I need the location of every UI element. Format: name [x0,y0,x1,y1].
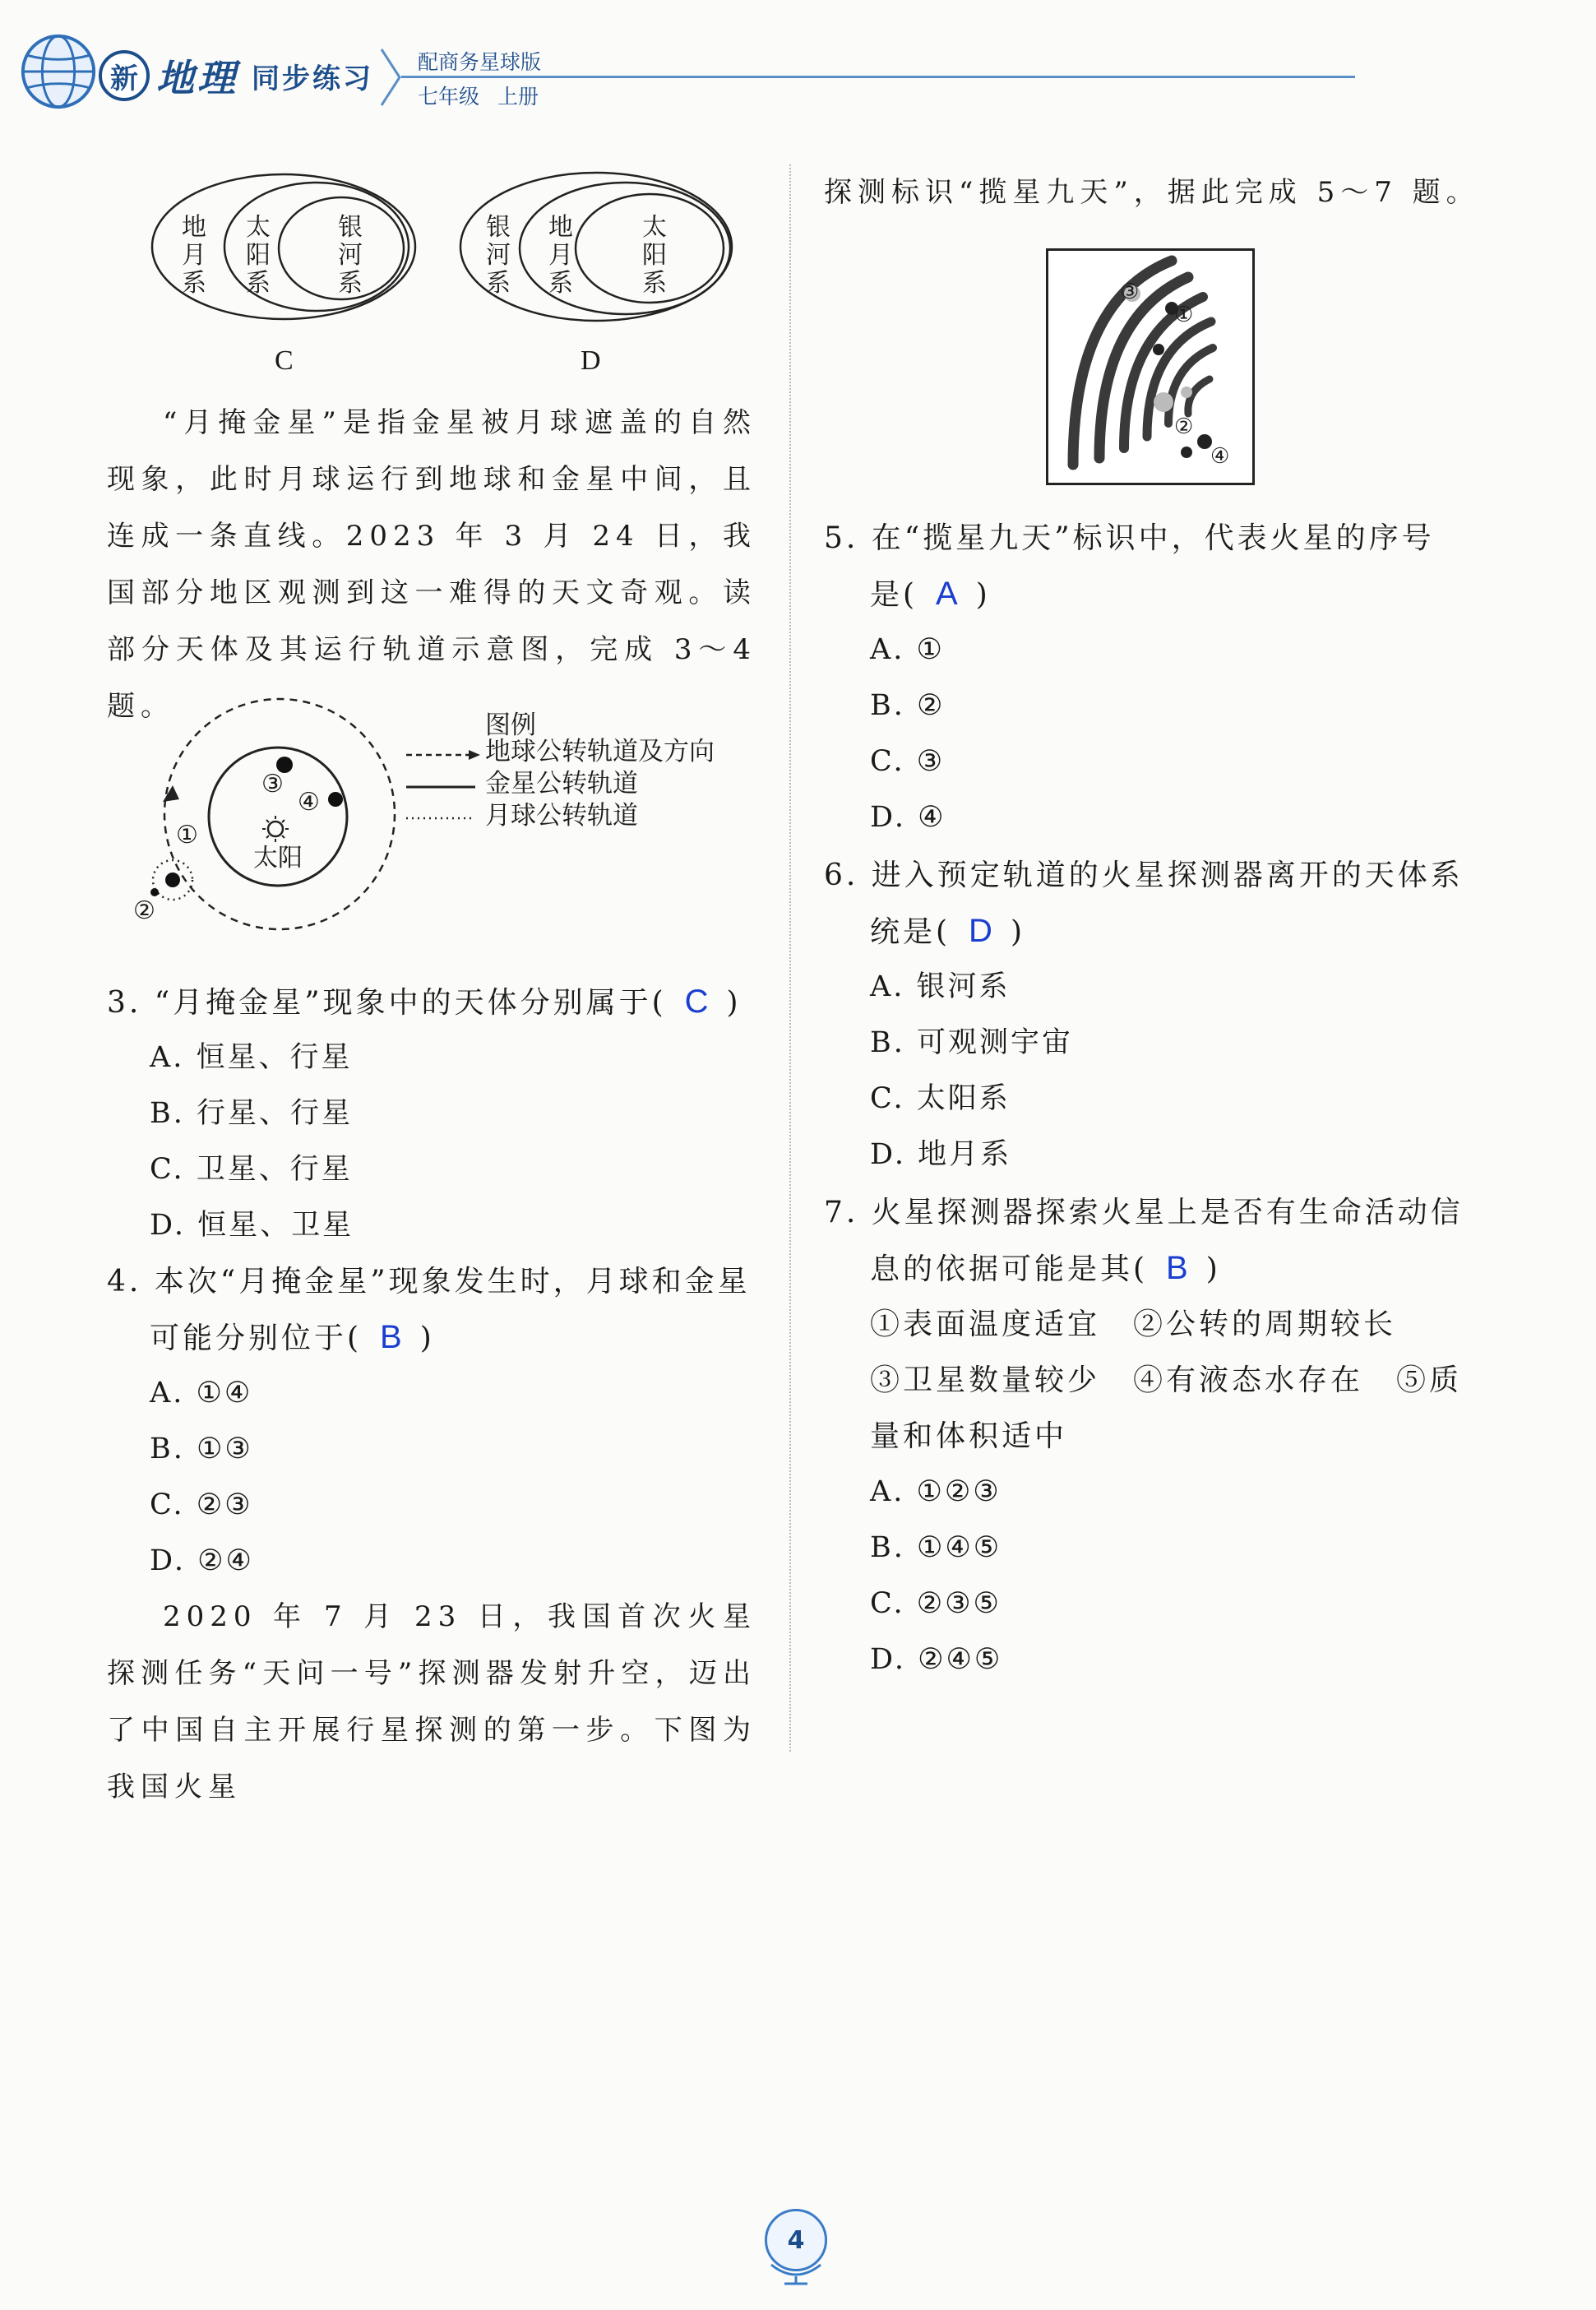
brand-sub: 同步练习 [252,62,373,95]
book-title [99,44,373,107]
orbit-marker-4: ④ [298,788,320,817]
diagram-d-caption: D [581,345,601,376]
logo-marker-2: ② [1174,414,1194,439]
question-5-stem-line1: 5. 在“揽星九天”标识中，代表火星的序号 [824,521,1435,555]
sun-label: 太阳 [253,844,303,873]
diagram-c-inner-label: 银 河 系 [338,213,363,298]
q7-items-line3: 量和体积适中 [870,1419,1068,1453]
q4-option-c: C. ②③ [150,1488,253,1521]
header-divider [401,76,1355,78]
q7-option-d: D. ②④⑤ [870,1643,1003,1676]
q7-option-b: B. ①④⑤ [870,1531,1002,1564]
question-5-stem-line2: 是( [870,578,918,612]
legend-swatches [406,742,482,824]
edition-label: 配商务星球版 [418,50,542,74]
orbit-marker-3: ③ [261,770,284,799]
diagram-d-middle-label: 地 月 系 [548,213,573,298]
diagram-d-inner-label: 太 阳 系 [642,213,667,298]
intro-paragraph-moon-venus: “月掩金星”是指金星被月球遮盖的自然现象，此时月球运行到地球和金星中间，且连成一条直线。2023 年 3 月 24 日，我国部分地区观测到这一难得的天文奇观。读部分天体及其运行轨道示意图，完成 3～4 题。 [107,406,756,723]
brand-name: 地理 [156,56,238,100]
question-3-answer: C [684,984,709,1020]
q5-option-a: A. ① [870,633,945,666]
question-6-stem-line2: 统是( [870,915,951,949]
globe-logo-icon [18,31,99,112]
question-4-stem-line2: 可能分别位于( [150,1322,363,1355]
legend-venus-orbit: 金星公转轨道 [485,769,638,799]
orbit-marker-1: ① [176,821,198,849]
page-number: 4 [765,2209,827,2271]
q3-option-c: C. 卫星、行星 [150,1153,353,1186]
header-chevron-icon [378,48,403,107]
q3-option-d: D. 恒星、卫星 [150,1209,354,1242]
question-6: 统是( D ) [870,913,1025,949]
q5-option-d: D. ④ [870,801,946,834]
question-5: 是( A ) [870,576,991,612]
question-4-answer: B [380,1319,402,1355]
question-6-stem-line1: 6. 进入预定轨道的火星探测器离开的天体系 [824,859,1464,892]
logo-marker-3: ③ [1120,280,1140,304]
diagram-c-caption: C [275,345,294,376]
q6-option-a: A. 银河系 [870,970,1011,1003]
globe-stand-icon [765,2261,827,2286]
q5-option-b: B. ② [870,689,946,722]
q6-option-b: B. 可观测宇宙 [870,1026,1073,1059]
q3-option-b: B. 行星、行星 [150,1097,353,1130]
column-divider [789,164,791,1752]
q4-option-d: D. ②④ [150,1544,254,1577]
question-6-answer: D [969,913,992,949]
q5-option-c: C. ③ [870,745,946,778]
orbit-marker-2: ② [133,896,155,925]
q7-option-c: C. ②③⑤ [870,1587,1002,1620]
question-7-answer: B [1166,1250,1188,1286]
q6-option-c: C. 太阳系 [870,1082,1011,1115]
legend-earth-orbit: 地球公转轨道及方向 [485,737,715,766]
intro-paragraph-mars: 2020 年 7 月 23 日，我国首次火星探测任务“天问一号”探测器发射升空，迈出了中国自主开展行星探测的第一步。下图为我国火星 [107,1600,756,1803]
orbit-diagram [140,691,419,946]
diagram-c-middle-label: 太 阳 系 [246,213,271,298]
logo-marker-4: ④ [1210,444,1230,469]
logo-marker-1: ① [1174,303,1194,327]
q7-items-line2: ③卫星数量较少 ④有液态水存在 ⑤质 [870,1363,1463,1397]
legend-title: 图例 [485,711,536,740]
legend-moon-orbit: 月球公转轨道 [485,801,638,831]
question-4: 可能分别位于( B ) [150,1319,435,1355]
grade-label: 七年级 上册 [418,85,539,109]
question-3-stem: 3. “月掩金星”现象中的天体分别属于( [107,986,667,1020]
q6-option-d: D. 地月系 [870,1138,1012,1171]
question-7-stem-line1: 7. 火星探测器探索火星上是否有生命活动信 [824,1196,1464,1229]
question-7-stem-line2: 息的依据可能是其( [870,1252,1149,1286]
diagram-d-outer-label: 银 河 系 [486,213,511,298]
q4-option-b: B. ①③ [150,1433,253,1465]
question-7: 息的依据可能是其( B ) [870,1250,1221,1286]
question-4-stem-line1: 4. 本次“月掩金星”现象发生时，月球和金星 [107,1265,751,1299]
q4-option-a: A. ①④ [150,1377,253,1410]
q7-items-line1: ①表面温度适宜 ②公转的周期较长 [870,1308,1397,1341]
brand-xin: 新 [99,50,150,101]
intro-paragraph-mars-continued: 探测标识“揽星九天”，据此完成 5～7 题。 [824,176,1480,209]
q3-option-a: A. 恒星、行星 [150,1041,353,1074]
q7-option-a: A. ①②③ [870,1475,1002,1508]
diagram-c-outer-label: 地 月 系 [182,213,206,298]
question-5-answer: A [936,576,958,612]
question-3: 3. “月掩金星”现象中的天体分别属于( C ) [107,984,742,1020]
